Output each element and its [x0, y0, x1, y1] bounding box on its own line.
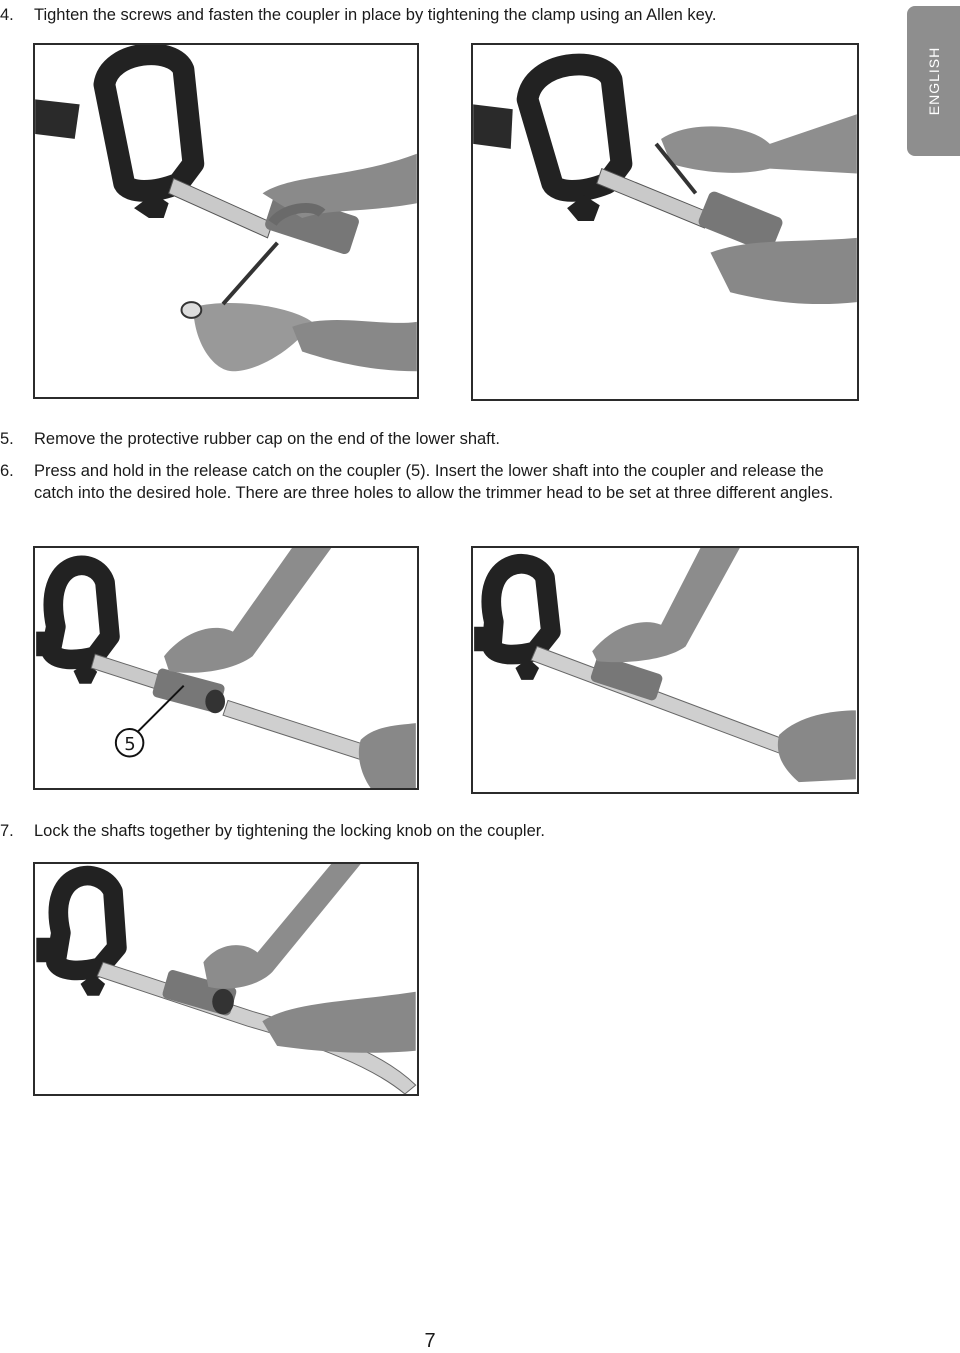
page-number: 7 — [424, 1330, 436, 1352]
figure-locking-knob — [33, 862, 419, 1096]
allen-key-closeup-illustration — [473, 45, 857, 399]
release-catch-illustration — [35, 548, 417, 788]
step-text: Tighten the screws and fasten the coupler in place by tightening the clamp using an Allen key. — [34, 6, 717, 24]
figure-release-catch — [33, 546, 419, 790]
figure-allen-key-tightening — [33, 43, 419, 399]
insert-shaft-illustration — [473, 548, 857, 792]
step-number: 7. — [0, 822, 14, 840]
figure-insert-shaft — [471, 546, 859, 794]
step-text: Lock the shafts together by tightening the locking knob on the coupler. — [34, 822, 545, 840]
language-tab-label: ENGLISH — [925, 46, 942, 116]
locking-knob-illustration — [35, 864, 417, 1094]
step-text: Remove the protective rubber cap on the end of the lower shaft. — [34, 430, 500, 448]
figure-allen-key-closeup — [471, 43, 859, 401]
step-number: 4. — [0, 6, 14, 24]
callout-label-5: 5 — [124, 734, 136, 755]
step-text: Press and hold in the release catch on the coupler (5). Insert the lower shaft into the coupler and release the catch into the desired hole. There are three holes to allow the trimmer head to be set at three different angles. — [34, 462, 834, 502]
step-number: 5. — [0, 430, 14, 448]
language-tab — [907, 6, 960, 156]
allen-key-illustration — [35, 45, 417, 397]
step-number: 6. — [0, 462, 14, 480]
